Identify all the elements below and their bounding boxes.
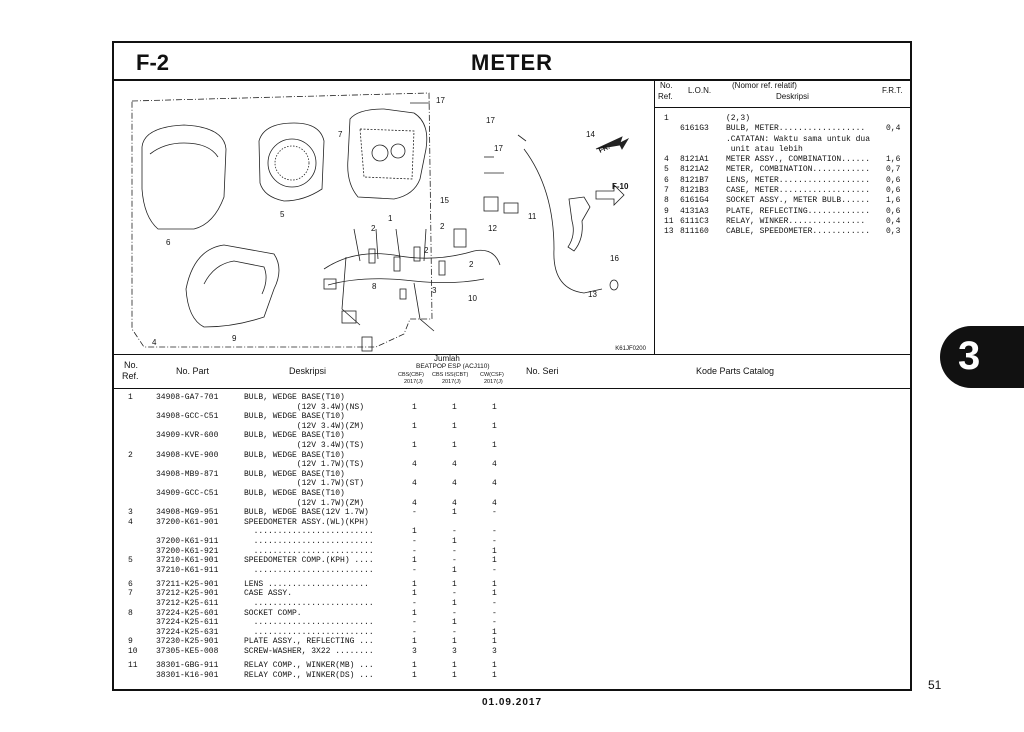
table-row bbox=[114, 537, 910, 547]
lon-cell-no: 8 bbox=[664, 196, 669, 206]
parts-cell-qty-cbs: - bbox=[412, 565, 417, 575]
lon-cell-code: 6111C3 bbox=[680, 216, 709, 226]
parts-cell-description: (12V 3.4W)(ZM) bbox=[244, 421, 365, 431]
parts-cell-ref: 4 bbox=[128, 517, 133, 527]
table-row bbox=[114, 431, 910, 441]
exploded-diagram bbox=[114, 79, 655, 355]
table-row bbox=[114, 460, 910, 470]
parts-cell-qty-cbs-iss: 1 bbox=[452, 402, 457, 412]
exploded-view-drawing bbox=[114, 79, 654, 354]
parts-cell-description: SPEEDOMETER ASSY.(WL)(KPH) bbox=[244, 517, 369, 527]
parts-cell-part-number: 34908-MG9-951 bbox=[156, 508, 219, 518]
parts-header-col2-year: 2017(J) bbox=[442, 379, 461, 385]
parts-cell-description: ......................... bbox=[244, 627, 374, 637]
parts-cell-qty-cw: - bbox=[492, 536, 497, 546]
parts-cell-part-number: 37200-K61-901 bbox=[156, 517, 219, 527]
parts-cell-description: ......................... bbox=[244, 546, 374, 556]
lon-cell-desc: SOCKET ASSY., METER BULB...... bbox=[726, 196, 871, 206]
table-row bbox=[114, 547, 910, 557]
parts-cell-description: BULB, WEDGE BASE(12V 1.7W) bbox=[244, 508, 369, 518]
parts-cell-qty-cbs-iss: 1 bbox=[452, 670, 457, 680]
parts-cell-part-number: 37200-K61-921 bbox=[156, 546, 219, 556]
lon-cell-desc: METER ASSY., COMBINATION...... bbox=[726, 155, 871, 165]
parts-cell-part-number: 34908-GA7-701 bbox=[156, 393, 219, 402]
parts-cell-qty-cw: - bbox=[492, 598, 497, 608]
parts-cell-qty-cbs: - bbox=[412, 536, 417, 546]
lon-cell-no: 4 bbox=[664, 155, 669, 165]
table-row bbox=[114, 599, 910, 609]
table-row bbox=[114, 661, 910, 671]
parts-cell-description: (12V 1.7W)(TS) bbox=[244, 460, 365, 470]
table-row bbox=[114, 499, 910, 509]
parts-cell-part-number: 37230-K25-901 bbox=[156, 637, 219, 647]
parts-cell-part-number: 37212-K25-611 bbox=[156, 598, 219, 608]
parts-cell-qty-cw: 1 bbox=[492, 440, 497, 450]
parts-cell-qty-cw: 1 bbox=[492, 627, 497, 637]
table-row bbox=[114, 489, 910, 499]
lon-cell-code: 8121A1 bbox=[680, 155, 709, 165]
lon-cell-desc: METER, COMBINATION............ bbox=[726, 165, 871, 175]
parts-cell-qty-cw: 1 bbox=[492, 589, 497, 599]
parts-cell-description: BULB, WEDGE BASE(T10) bbox=[244, 393, 345, 402]
lon-cell-frt: 1,6 bbox=[886, 196, 901, 206]
parts-cell-part-number: 38301-GBG-911 bbox=[156, 661, 219, 671]
table-row bbox=[114, 518, 910, 528]
parts-cell-description: CASE ASSY. bbox=[244, 589, 293, 599]
parts-cell-qty-cbs-iss: 1 bbox=[452, 618, 457, 628]
parts-cell-description: ......................... bbox=[244, 527, 374, 537]
parts-header-models: BEATPOP ESP (ACJ110) bbox=[416, 363, 490, 370]
callout-5: 5 bbox=[280, 210, 285, 219]
parts-cell-qty-cbs-iss: - bbox=[452, 546, 457, 556]
lon-row bbox=[654, 155, 910, 165]
labor-operation-table bbox=[654, 79, 910, 355]
lon-row bbox=[654, 176, 910, 186]
lon-header-frt: F.R.T. bbox=[882, 86, 903, 95]
lon-row bbox=[654, 227, 910, 237]
callout-12: 12 bbox=[488, 224, 497, 233]
parts-cell-description: ......................... bbox=[244, 565, 374, 575]
parts-cell-qty-cbs-iss: 1 bbox=[452, 421, 457, 431]
callout-17b: 17 bbox=[486, 116, 495, 125]
callout-13: 13 bbox=[588, 290, 597, 299]
parts-cell-qty-cbs-iss: 4 bbox=[452, 479, 457, 489]
lon-cell-code: 4131A3 bbox=[680, 206, 709, 216]
lon-row bbox=[654, 145, 910, 155]
parts-cell-qty-cw: 1 bbox=[492, 546, 497, 556]
parts-cell-part-number: 34908-KVE-900 bbox=[156, 450, 219, 460]
parts-cell-qty-cbs: - bbox=[412, 618, 417, 628]
parts-cell-qty-cw: 3 bbox=[492, 646, 497, 656]
table-row bbox=[114, 527, 910, 537]
parts-cell-description: RELAY COMP., WINKER(DS) ... bbox=[244, 670, 374, 680]
parts-cell-ref: 1 bbox=[128, 393, 133, 402]
table-row bbox=[114, 671, 910, 681]
parts-header-serial: No. Seri bbox=[526, 366, 559, 376]
parts-cell-qty-cbs-iss: - bbox=[452, 556, 457, 566]
parts-cell-qty-cbs: 1 bbox=[412, 637, 417, 647]
parts-cell-part-number: 37210-K61-911 bbox=[156, 565, 219, 575]
parts-cell-description: BULB, WEDGE BASE(T10) bbox=[244, 450, 345, 460]
parts-cell-qty-cbs: 4 bbox=[412, 460, 417, 470]
parts-cell-qty-cbs: - bbox=[412, 508, 417, 518]
lon-cell-frt: 0,6 bbox=[886, 206, 901, 216]
table-row bbox=[114, 422, 910, 432]
parts-cell-description: ......................... bbox=[244, 598, 374, 608]
table-row bbox=[114, 441, 910, 451]
lon-cell-desc: .CATATAN: Waktu sama untuk dua bbox=[726, 134, 871, 144]
section-tab bbox=[940, 326, 1024, 388]
lon-cell-code: 8121B3 bbox=[680, 186, 709, 196]
table-row bbox=[114, 580, 910, 590]
parts-header-catalog: Kode Parts Catalog bbox=[696, 366, 775, 376]
table-row bbox=[114, 618, 910, 628]
parts-cell-qty-cw: - bbox=[492, 618, 497, 628]
parts-cell-part-number: 37224-K25-631 bbox=[156, 627, 219, 637]
lon-cell-frt: 0,7 bbox=[886, 165, 901, 175]
lon-cell-no: 5 bbox=[664, 165, 669, 175]
parts-cell-description: (12V 1.7W)(ST) bbox=[244, 479, 365, 489]
parts-cell-qty-cbs-iss: 1 bbox=[452, 536, 457, 546]
parts-cell-description: LENS ..................... bbox=[244, 579, 369, 589]
lon-row bbox=[654, 207, 910, 217]
parts-cell-qty-cbs-iss: 1 bbox=[452, 661, 457, 671]
parts-cell-description: (12V 3.4W)(TS) bbox=[244, 440, 365, 450]
parts-header-col1: CBS(CBF) bbox=[398, 372, 424, 378]
parts-cell-description: BULB, WEDGE BASE(T10) bbox=[244, 469, 345, 479]
parts-cell-qty-cbs: 4 bbox=[412, 479, 417, 489]
lon-cell-no: 13 bbox=[664, 227, 674, 237]
table-row bbox=[114, 589, 910, 599]
lon-row bbox=[654, 114, 910, 124]
lon-cell-no: 6 bbox=[664, 175, 669, 185]
lon-cell-frt: 1,6 bbox=[886, 155, 901, 165]
parts-cell-qty-cbs: 1 bbox=[412, 670, 417, 680]
callout-4: 4 bbox=[152, 338, 157, 347]
lon-row bbox=[654, 217, 910, 227]
page-number: 51 bbox=[928, 678, 942, 692]
page-header bbox=[114, 43, 910, 81]
callout-1: 1 bbox=[388, 214, 393, 223]
parts-cell-part-number: 37200-K61-911 bbox=[156, 536, 219, 546]
callout-14: 14 bbox=[586, 130, 595, 139]
parts-cell-qty-cw: - bbox=[492, 508, 497, 518]
callout-2a: 2 bbox=[371, 224, 376, 233]
lon-cell-frt: 0,4 bbox=[886, 216, 901, 226]
callout-15: 15 bbox=[440, 196, 449, 205]
parts-cell-ref: 2 bbox=[128, 450, 133, 460]
parts-cell-part-number: 37211-K25-901 bbox=[156, 579, 219, 589]
table-row bbox=[114, 637, 910, 647]
parts-cell-qty-cw: - bbox=[492, 608, 497, 618]
callout-17a: 17 bbox=[436, 96, 445, 105]
table-row bbox=[114, 412, 910, 422]
parts-cell-qty-cbs: 3 bbox=[412, 646, 417, 656]
parts-cell-qty-cbs: 1 bbox=[412, 556, 417, 566]
callout-3: 3 bbox=[432, 286, 437, 295]
lon-header bbox=[654, 79, 910, 108]
lon-cell-desc: CASE, METER................... bbox=[726, 186, 871, 196]
lon-cell-frt: 0,6 bbox=[886, 186, 901, 196]
table-row bbox=[114, 609, 910, 619]
lon-cell-code: 6161G4 bbox=[680, 196, 709, 206]
parts-cell-description: SPEEDOMETER COMP.(KPH) .... bbox=[244, 556, 374, 566]
parts-header-no: No. bbox=[124, 360, 139, 370]
page-title: METER bbox=[471, 50, 553, 75]
parts-cell-qty-cw: 1 bbox=[492, 421, 497, 431]
parts-cell-qty-cbs-iss: 1 bbox=[452, 565, 457, 575]
ref-f10: F-10 bbox=[612, 182, 629, 191]
callout-2c: 2 bbox=[440, 222, 445, 231]
parts-header-desc: Deskripsi bbox=[289, 366, 327, 376]
parts-cell-qty-cbs-iss: 1 bbox=[452, 598, 457, 608]
parts-header-col3: CW(CSF) bbox=[480, 372, 504, 378]
parts-cell-ref: 10 bbox=[128, 646, 138, 656]
parts-header-ref: Ref. bbox=[122, 371, 139, 381]
parts-cell-description: BULB, WEDGE BASE(T10) bbox=[244, 431, 345, 441]
parts-cell-description: (12V 3.4W)(NS) bbox=[244, 402, 365, 412]
parts-header-jumlah: Jumlah bbox=[434, 354, 460, 363]
lon-cell-frt: 0,3 bbox=[886, 227, 901, 237]
lon-cell-desc: unit atau lebih bbox=[726, 144, 803, 154]
lon-cell-code: 6161G3 bbox=[680, 124, 709, 134]
parts-cell-qty-cbs-iss: 4 bbox=[452, 460, 457, 470]
parts-cell-ref: 9 bbox=[128, 637, 133, 647]
callout-9: 9 bbox=[232, 334, 237, 343]
parts-header-col1-year: 2017(J) bbox=[404, 379, 423, 385]
parts-cell-ref: 8 bbox=[128, 608, 133, 618]
parts-cell-qty-cbs-iss: - bbox=[452, 527, 457, 537]
lon-header-ref: Ref. bbox=[658, 92, 673, 101]
lon-header-lon: L.O.N. bbox=[688, 86, 712, 95]
lon-cell-no: 7 bbox=[664, 186, 669, 196]
lon-cell-frt: 0,4 bbox=[886, 124, 901, 134]
parts-cell-qty-cw: 4 bbox=[492, 498, 497, 508]
table-row bbox=[114, 403, 910, 413]
parts-cell-part-number: 34908-MB9-871 bbox=[156, 469, 219, 479]
parts-cell-qty-cbs: 1 bbox=[412, 608, 417, 618]
parts-cell-part-number: 37305-KE5-008 bbox=[156, 646, 219, 656]
parts-cell-qty-cw: 1 bbox=[492, 556, 497, 566]
parts-cell-part-number: 37224-K25-611 bbox=[156, 618, 219, 628]
callout-2b: 2 bbox=[424, 246, 429, 255]
parts-cell-qty-cw: 1 bbox=[492, 670, 497, 680]
parts-cell-qty-cbs: - bbox=[412, 627, 417, 637]
parts-cell-description: SOCKET COMP. bbox=[244, 608, 302, 618]
table-row bbox=[114, 647, 910, 657]
section-tab-number: 3 bbox=[958, 334, 981, 378]
parts-cell-qty-cbs: 1 bbox=[412, 527, 417, 537]
footer-date: 01.09.2017 bbox=[481, 697, 543, 708]
parts-cell-ref: 3 bbox=[128, 508, 133, 518]
lon-cell-no: 1 bbox=[664, 114, 669, 123]
table-row bbox=[114, 393, 910, 403]
table-row bbox=[114, 479, 910, 489]
callout-17c: 17 bbox=[494, 144, 503, 153]
figure-code: F-2 bbox=[136, 50, 169, 75]
parts-cell-qty-cbs: - bbox=[412, 546, 417, 556]
lon-cell-desc: CABLE, SPEEDOMETER............ bbox=[726, 227, 871, 237]
callout-10: 10 bbox=[468, 294, 477, 303]
parts-cell-description: RELAY COMP., WINKER(MB) ... bbox=[244, 661, 374, 671]
lon-rows bbox=[654, 114, 910, 238]
lon-cell-code: 811160 bbox=[680, 227, 709, 237]
lon-cell-desc: PLATE, REFLECTING............. bbox=[726, 206, 871, 216]
parts-cell-part-number: 34909-KVR-600 bbox=[156, 431, 219, 441]
table-row bbox=[114, 451, 910, 461]
lon-header-desc: Deskripsi bbox=[776, 92, 809, 101]
lon-cell-no: 9 bbox=[664, 206, 669, 216]
parts-cell-qty-cbs: 1 bbox=[412, 579, 417, 589]
parts-cell-part-number: 37212-K25-901 bbox=[156, 589, 219, 599]
lon-cell-desc: LENS, METER................... bbox=[726, 175, 871, 185]
parts-cell-description: BULB, WEDGE BASE(T10) bbox=[244, 488, 345, 498]
parts-cell-qty-cbs: 1 bbox=[412, 421, 417, 431]
parts-cell-qty-cbs-iss: - bbox=[452, 608, 457, 618]
parts-cell-qty-cw: - bbox=[492, 527, 497, 537]
lon-cell-desc: RELAY, WINKER................ bbox=[726, 216, 866, 226]
lon-row bbox=[654, 165, 910, 175]
parts-cell-description: PLATE ASSY., REFLECTING ... bbox=[244, 637, 374, 647]
diagram-code: K61JF0200 bbox=[615, 346, 646, 352]
parts-cell-qty-cw: 1 bbox=[492, 579, 497, 589]
parts-cell-ref: 11 bbox=[128, 661, 138, 671]
parts-cell-qty-cw: 1 bbox=[492, 637, 497, 647]
lon-row bbox=[654, 135, 910, 145]
parts-cell-description: BULB, WEDGE BASE(T10) bbox=[244, 412, 345, 422]
lon-cell-desc: (2,3) bbox=[726, 114, 751, 123]
lon-cell-frt: 0,6 bbox=[886, 175, 901, 185]
parts-cell-qty-cbs: - bbox=[412, 598, 417, 608]
parts-cell-ref: 6 bbox=[128, 579, 133, 589]
lon-cell-code: 8121B7 bbox=[680, 175, 709, 185]
parts-rows bbox=[114, 393, 910, 680]
parts-cell-qty-cbs-iss: 3 bbox=[452, 646, 457, 656]
table-row bbox=[114, 556, 910, 566]
lon-cell-desc: BULB, METER.................. bbox=[726, 124, 866, 134]
parts-header-col3-year: 2017(J) bbox=[484, 379, 503, 385]
parts-cell-description: SCREW-WASHER, 3X22 ........ bbox=[244, 646, 374, 656]
parts-header-col2: CBS ISS(CBT) bbox=[432, 372, 469, 378]
callout-16: 16 bbox=[610, 254, 619, 263]
table-row bbox=[114, 508, 910, 518]
parts-cell-qty-cbs: 4 bbox=[412, 498, 417, 508]
parts-cell-qty-cbs-iss: 1 bbox=[452, 579, 457, 589]
callout-2d: 2 bbox=[469, 260, 474, 269]
parts-cell-qty-cbs-iss: - bbox=[452, 589, 457, 599]
parts-cell-qty-cbs: 1 bbox=[412, 661, 417, 671]
parts-table-header bbox=[114, 354, 910, 389]
lon-header-note: (Nomor ref. relatif) bbox=[732, 81, 797, 90]
lon-row bbox=[654, 196, 910, 206]
parts-cell-qty-cbs-iss: 1 bbox=[452, 637, 457, 647]
parts-cell-ref: 7 bbox=[128, 589, 133, 599]
parts-cell-qty-cw: 4 bbox=[492, 460, 497, 470]
callout-11: 11 bbox=[528, 212, 537, 221]
table-row bbox=[114, 628, 910, 638]
table-row bbox=[114, 566, 910, 576]
parts-cell-part-number: 37224-K25-601 bbox=[156, 608, 219, 618]
fr-label: FR. bbox=[597, 143, 612, 155]
parts-cell-description: ......................... bbox=[244, 618, 374, 628]
lon-header-no: No. bbox=[660, 81, 673, 90]
parts-cell-ref: 5 bbox=[128, 556, 133, 566]
parts-cell-qty-cbs-iss: 1 bbox=[452, 508, 457, 518]
parts-cell-description: (12V 1.7W)(ZM) bbox=[244, 498, 365, 508]
callout-6: 6 bbox=[166, 238, 171, 247]
lon-row bbox=[654, 186, 910, 196]
table-row bbox=[114, 470, 910, 480]
callout-7: 7 bbox=[338, 130, 343, 139]
parts-cell-qty-cw: 1 bbox=[492, 402, 497, 412]
parts-cell-qty-cbs-iss: 4 bbox=[452, 498, 457, 508]
lon-cell-no: 11 bbox=[664, 216, 674, 226]
parts-cell-part-number: 34909-GCC-C51 bbox=[156, 488, 219, 498]
catalog-frame bbox=[112, 41, 912, 691]
parts-cell-part-number: 34908-GCC-C51 bbox=[156, 412, 219, 422]
callout-8: 8 bbox=[372, 282, 377, 291]
parts-header-part: No. Part bbox=[176, 366, 210, 376]
parts-cell-part-number: 38301-K16-901 bbox=[156, 670, 219, 680]
parts-cell-part-number: 37210-K61-901 bbox=[156, 556, 219, 566]
parts-cell-qty-cw: 4 bbox=[492, 479, 497, 489]
parts-cell-qty-cbs-iss: - bbox=[452, 627, 457, 637]
parts-cell-qty-cbs: 1 bbox=[412, 402, 417, 412]
parts-cell-qty-cw: - bbox=[492, 565, 497, 575]
lon-cell-code: 8121A2 bbox=[680, 165, 709, 175]
parts-cell-qty-cbs: 1 bbox=[412, 589, 417, 599]
parts-cell-qty-cbs-iss: 1 bbox=[452, 440, 457, 450]
parts-cell-qty-cbs: 1 bbox=[412, 440, 417, 450]
parts-cell-qty-cw: 1 bbox=[492, 661, 497, 671]
lon-row bbox=[654, 124, 910, 134]
parts-cell-description: ......................... bbox=[244, 536, 374, 546]
